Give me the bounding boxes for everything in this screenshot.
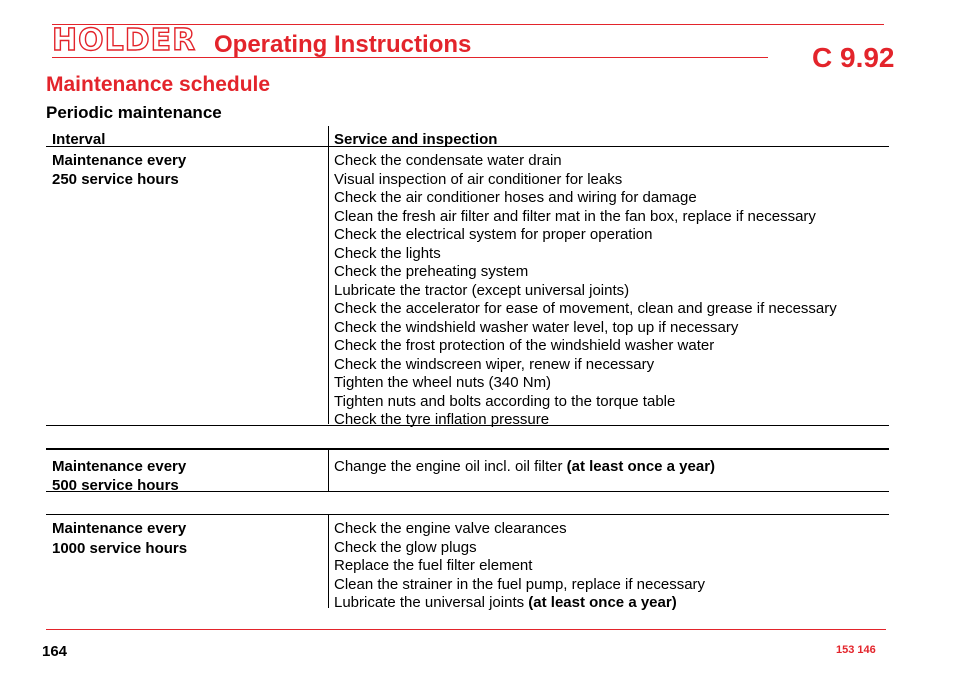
list-item: Clean the fresh air filter and filter mat in the fan box, replace if necessary	[334, 207, 816, 225]
interval-hours: 500 service hours	[52, 477, 179, 494]
list-item: Check the condensate water drain	[334, 152, 562, 169]
list-item: Clean the strainer in the fuel pump, replace if necessary	[334, 575, 706, 593]
holder-logo: HOLDER	[52, 23, 197, 58]
task-note: (at least once a year)	[566, 458, 716, 475]
row-divider	[46, 514, 889, 515]
interval-label: Maintenance every	[52, 458, 187, 475]
page-number: 164	[42, 643, 68, 660]
interval-hours: 1000 service hours	[52, 540, 188, 557]
task-note: (at least once a year)	[528, 594, 677, 611]
header-title: Operating Instructions	[214, 31, 472, 58]
list-item: Lubricate the tractor (except universal joints)	[334, 281, 630, 299]
list-item: Check the tyre inflation pressure	[334, 411, 550, 428]
list-item: Check the engine valve clearances	[334, 520, 567, 537]
list-item: Check the electrical system for proper operation	[334, 226, 653, 243]
subsection-title: Periodic maintenance	[46, 103, 222, 122]
list-item	[334, 594, 705, 613]
task-list	[334, 520, 705, 613]
top-rule	[52, 24, 884, 25]
list-item	[334, 458, 715, 477]
column-header-interval: Interval	[52, 131, 106, 148]
list-item: Replace the fuel filter element	[334, 557, 533, 574]
row-divider	[46, 448, 889, 450]
column-divider	[328, 449, 329, 491]
list-item: Check the preheating system	[334, 263, 529, 280]
task-text: Change the engine oil incl. oil filter	[334, 458, 567, 475]
list-item: Tighten nuts and bolts according to the torque table	[334, 392, 676, 410]
footer-rule	[46, 629, 886, 630]
task-list	[334, 152, 837, 430]
row-divider	[46, 425, 889, 426]
row-divider	[46, 491, 889, 492]
list-item: Visual inspection of air conditioner for leaks	[334, 170, 623, 188]
list-item: Check the windscreen wiper, renew if necessary	[334, 355, 655, 373]
task-text: Lubricate the universal joints	[334, 594, 529, 611]
list-item: Check the windshield washer water level, top up if necessary	[334, 318, 739, 336]
interval-label: Maintenance every	[52, 152, 187, 169]
interval-label: Maintenance every	[52, 520, 187, 537]
list-item: Tighten the wheel nuts (340 Nm)	[334, 374, 552, 391]
list-item: Check the air conditioner hoses and wiring for damage	[334, 189, 697, 206]
page-code: C 9.92	[812, 42, 895, 73]
interval-hours: 250 service hours	[52, 171, 179, 188]
doc-number: 153 146	[836, 644, 876, 656]
list-item: Check the glow plugs	[334, 538, 477, 556]
column-header-service: Service and inspection	[334, 131, 498, 148]
header-rule	[52, 57, 768, 58]
list-item: Check the lights	[334, 244, 441, 262]
column-divider	[328, 126, 329, 424]
header-underline	[46, 146, 889, 147]
list-item: Check the accelerator for ease of movement, clean and grease if necessary	[334, 300, 837, 317]
list-item: Check the frost protection of the windshield washer water	[334, 337, 715, 354]
section-title: Maintenance schedule	[46, 73, 271, 96]
column-divider	[328, 515, 329, 608]
